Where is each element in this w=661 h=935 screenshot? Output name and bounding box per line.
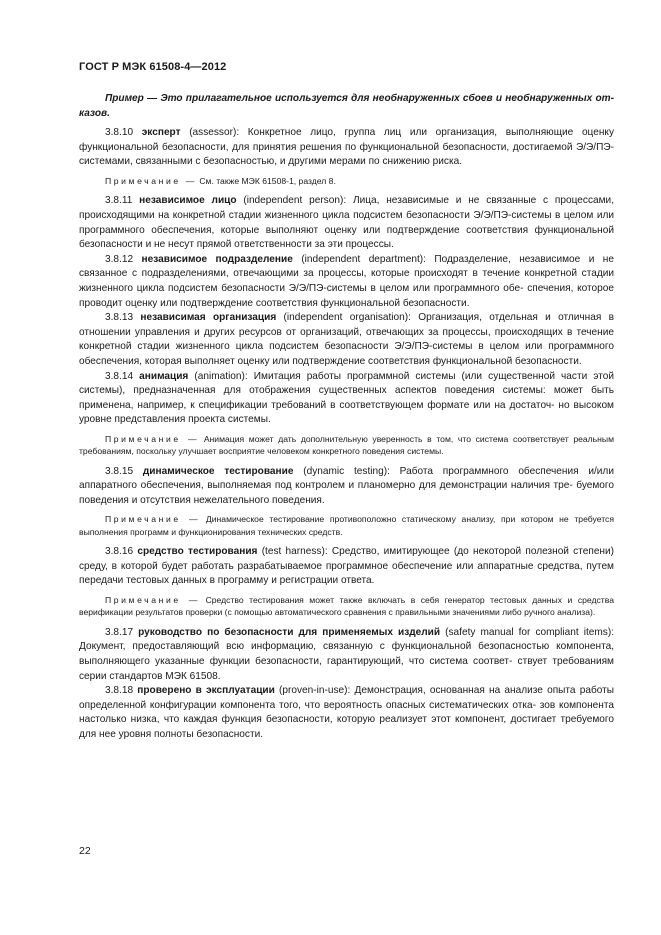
term-entry: 3.8.18 проверено в эксплуатации (proven-in-use): Демонстрация, основанная на анализе опыта работы определенной конфигурации компонента того, что вероятность опасных систематических отка- зов компонента настолько низка, что каждая функция безопасности, которую реализует этот компонент, достигает требуемого для нее уровня полноты безопасности. [79, 685, 615, 741]
note: Примечание — Средство тестирования может также включать в себя генератор тестовых данных и средства верификации результатов проверки (с помощью автоматического сравнения с правильными значениями либо ручного анализа). [79, 595, 614, 618]
page-body [79, 92, 614, 743]
term-entry: 3.8.15 динамическое тестирование (dynamic testing): Работа программного обеспечения и/или аппаратного обеспечения, выполняемая под контролем и планомерно для демонстрации наличия тре- буемого поведения и отсутствия нежелательного поведения. [79, 465, 614, 506]
term-entry: 3.8.11 независимое лицо (independent person): Лица, независимые и не связанные с процессами, происходящими на конкретной стадии жизненного цикла подсистем безопасности Э/Э/ПЭ-системы в целом или программного обеспечения, которые выполняют оценку или подтверждение соответствия функциональной безопасности и не несут прямой ответственности за эти процессы. [79, 195, 614, 251]
term-entry: 3.8.17 руководство по безопасности для применяемых изделий (safety manual for compliant items): Документ, предоставляющий всю информацию, связанную с функциональной безопасностью компонента, выполняющего указанные функции безопасности, гарантирующий, что система соответ- ствует требованиям серии стандартов МЭК 61508. [79, 626, 614, 682]
term-entry: 3.8.16 средство тестирования (test harness): Средство, имитирующее (до некоторой полезной степени) среду, в которой будет работать разрабатываемое программное обеспечение или аппаратные средства, путем передачи тестовых данных в программу и регистрации ответа. [79, 546, 615, 587]
example-paragraph: Пример — Это прилагательное используется для необнаруженных сбоев и необнаруженных от- казов. [79, 93, 614, 119]
term-entry: 3.8.13 независимая организация (independent organisation): Организация, отдельная и отличная в отношении управления и других ресурсов от организаций, отвечающих за процессы, происходящих в течение конкретной стадии жизненного цикла подсистем безопасности Э/Э/ПЭ-системы в целом или программного обеспечения, которая выполняет оценку или подтверждение соответствия функциональной безопасности. [79, 312, 614, 367]
note: Примечание — См. также МЭК 61508-1, раздел 8. [105, 175, 336, 186]
term-entry: 3.8.14 анимация (animation): Имитация работы программной системы (или существенной части этой системы), предназначенная для отображения существенных аспектов поведения системы: может быть применена, например, к спецификации требований в соответствующем формате или на достаточ- но высоком уровне представления проекта системы. [79, 370, 614, 426]
term-entry: 3.8.12 независимое подразделение (independent department): Подразделение, независимое и не связанное с подразделениями, отвечающими за процессы, которые происходят в течение конкретной стадии жизненного цикла подсистем безопасности Э/Э/ПЭ-системы в целом или программного обе- спечения, которое проводит оценку или подтверждение соответствия функциональной безопасности. [79, 253, 614, 309]
term-entry: 3.8.10 эксперт (assessor): Конкретное лицо, группа лиц или организация, выполняющие оценку функциональной безопасности, для принятия решения по функциональной безопасности, достигаемой Э/Э/ПЭ-системами, связанными с безопасностью, и другими мерами по снижению риска. [79, 127, 614, 168]
document-id: ГОСТ Р МЭК 61508-4—2012 [79, 61, 227, 73]
page-number: 22 [79, 845, 91, 857]
note: Примечание — Анимация может дать дополнительную уверенность в том, что система соответствует реальным требованиям, поскольку улучшает восприятие человеком конкретного поведения системы. [79, 433, 614, 457]
note: Примечание — Динамическое тестирование противоположно статическому анализу, при котором не требуется выполнения программ и функционирования технических средств. [79, 514, 614, 537]
